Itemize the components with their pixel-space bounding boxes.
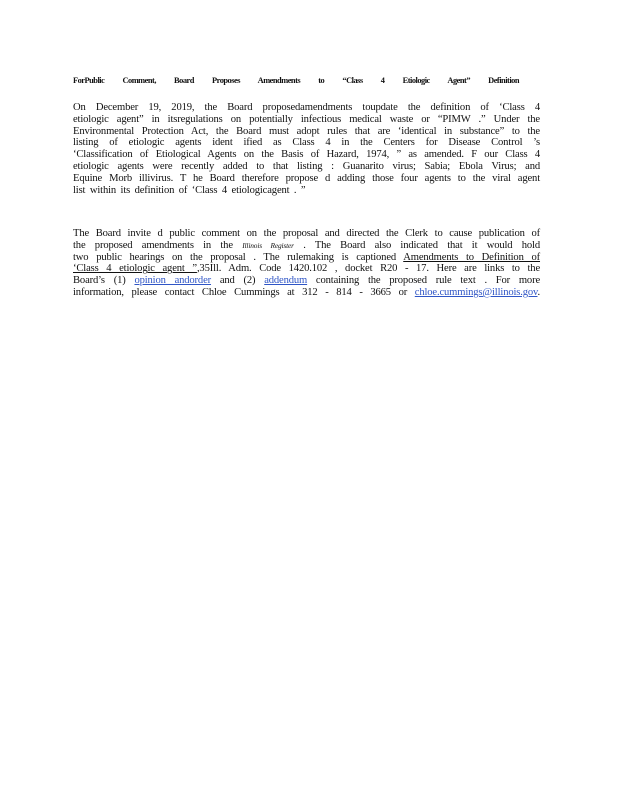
paragraph-line: listing of etiologic agents ident ified as Class 4 in the Centers for Disease Control ’s bbox=[73, 137, 540, 149]
rulemaking-caption-continued: ‘Class 4 etiologic agent ” bbox=[73, 263, 197, 275]
paragraph-line bbox=[73, 275, 540, 287]
line-text: containing the proposed rule text . For more bbox=[307, 275, 540, 287]
line-text: and (2) bbox=[211, 275, 256, 287]
illinois-register-text: Illinois Register bbox=[242, 240, 294, 250]
paragraph-line: Equine Morb illivirus. T he Board therefore propose d adding those four agents to the viral agent bbox=[73, 172, 540, 184]
paragraph-proposal bbox=[73, 102, 540, 196]
paragraph-line: ‘Classification of Etiological Agents on the Basis of Hazard, 1974, ” as amended. F our Class 4 bbox=[73, 149, 540, 161]
paragraph-line: etiologic agent” in itsregulations on potentially infectious medical waste or “PIMW .” Under the bbox=[73, 113, 540, 125]
opinion-and-order-link[interactable]: opinion andorder bbox=[134, 275, 212, 287]
line-text: . The Board also indicated that it would hold bbox=[293, 239, 540, 251]
addendum-link[interactable]: addendum bbox=[264, 275, 308, 287]
email-link[interactable]: chloe.cummings@illinois.gov bbox=[414, 286, 538, 298]
paragraph-line: Environmental Protection Act, the Board must adopt rules that are ‘identical in substance” to the bbox=[73, 125, 540, 137]
paragraph-line: The Board invite d public comment on the proposal and directed the Clerk to cause publication of bbox=[73, 228, 540, 239]
paragraph-line: list within its definition of ‘Class 4 etiologicagent . ” bbox=[73, 184, 306, 196]
line-text: the proposed amendments in the bbox=[73, 239, 233, 251]
line-text: information, please contact Chloe Cummings at 312 - 814 - 3665 or bbox=[73, 286, 408, 298]
document-title: ForPublic Comment, Board Proposes Amendments to “Class 4 Etiologic Agent” Definition bbox=[73, 76, 519, 85]
paragraph-public-comment bbox=[73, 228, 540, 299]
paragraph-line bbox=[73, 240, 540, 252]
paragraph-line bbox=[73, 252, 540, 264]
paragraph-line: On December 19, 2019, the Board proposedamendments toupdate the definition of ‘Class 4 bbox=[73, 102, 540, 113]
paragraph-line: etiologic agents were recently added to that listing : Guanarito virus; Sabia; Ebola Virus; and bbox=[73, 160, 540, 172]
paragraph-line bbox=[73, 287, 540, 299]
rulemaking-caption: Amendments to Definition of bbox=[403, 251, 541, 263]
line-text: Board’s (1) bbox=[73, 275, 126, 287]
line-text: ,35Ill. Adm. Code 1420.102 , docket R20 - 17. Here are links to the bbox=[196, 263, 541, 275]
line-text: . bbox=[537, 286, 540, 298]
paragraph-line bbox=[73, 263, 540, 275]
line-text: two public hearings on the proposal . The rulemaking is captioned bbox=[73, 251, 397, 263]
